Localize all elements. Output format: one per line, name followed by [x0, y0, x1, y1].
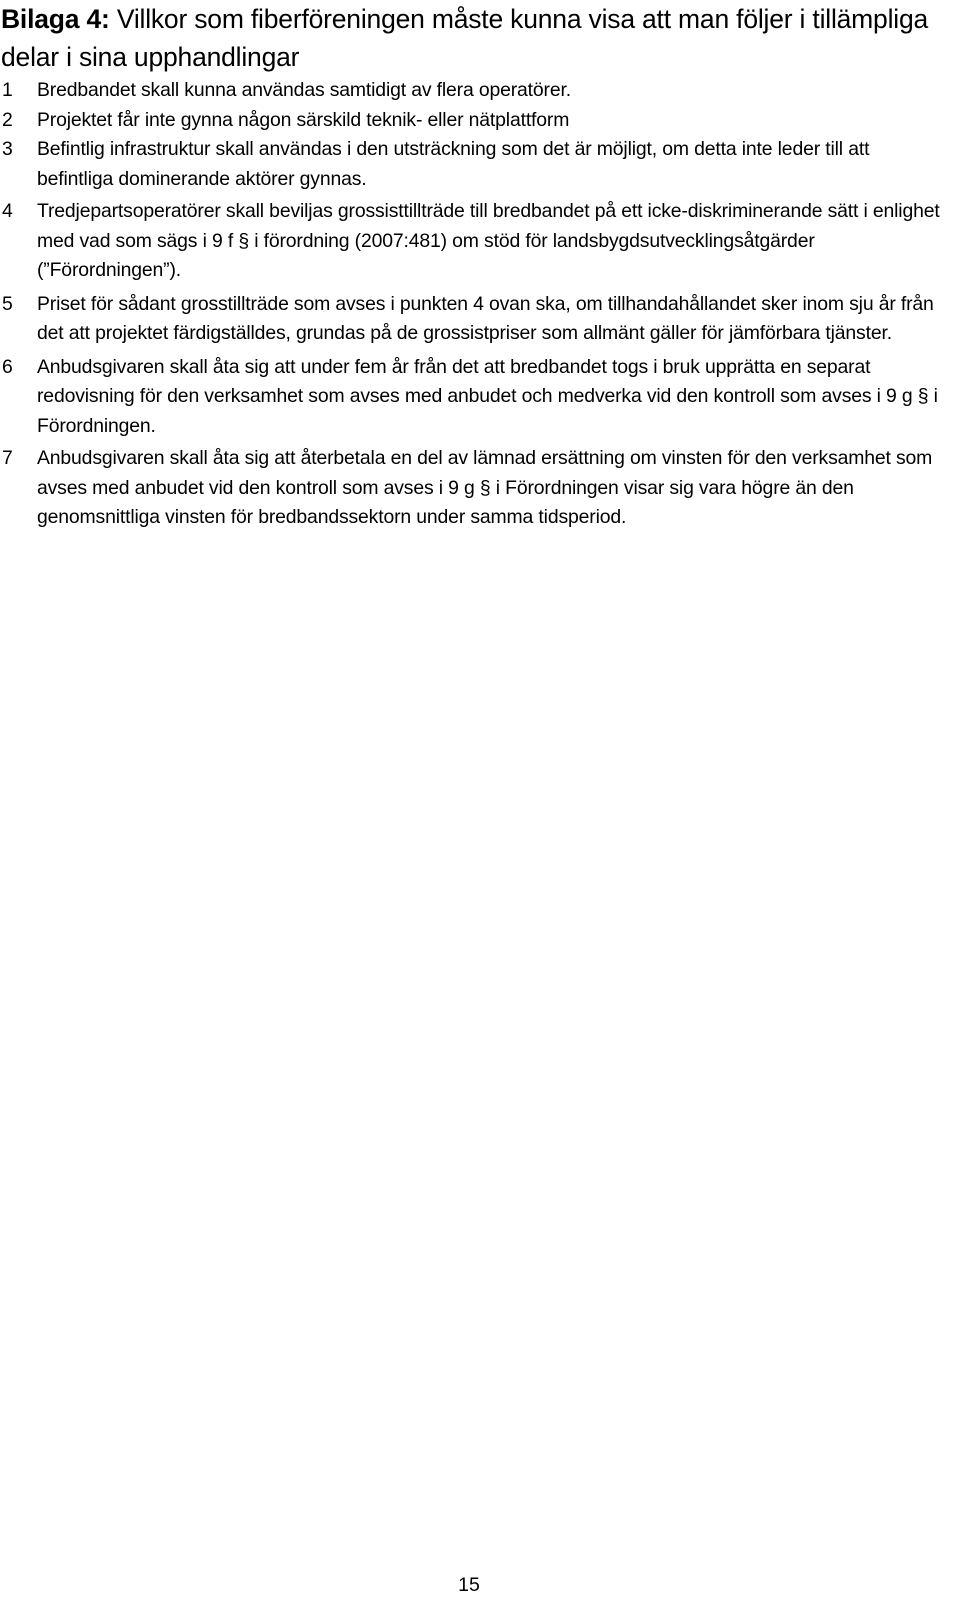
list-item-number: 1 [2, 79, 13, 101]
list-item-number: 3 [2, 138, 13, 160]
appendix-title: Villkor som fiberföreningen måste kunna visa att man följer i tillämpliga delar i sina upphandlingar [1, 4, 929, 72]
list-item-number: 7 [2, 447, 13, 469]
list-item-1 [0, 76, 958, 106]
list-item-6 [0, 353, 958, 442]
conditions-list [0, 76, 958, 533]
list-item-number: 2 [2, 108, 13, 131]
list-item-4 [0, 197, 958, 286]
list-item-text: Bredbandet skall kunna användas samtidigt av flera operatörer. [37, 79, 571, 101]
list-item-2 [0, 106, 958, 136]
appendix-label: Bilaga 4: [1, 4, 110, 34]
list-item-text: Befintlig infrastruktur skall användas i den utsträckning som det är möjligt, om detta inte leder till att befintliga dominerande aktörer gynnas. [37, 138, 870, 190]
list-item-number: 6 [2, 355, 13, 378]
list-item-text: Projektet får inte gynna någon särskild teknik- eller nätplattform [37, 108, 570, 131]
list-item-text: Tredjepartsoperatörer skall beviljas grossisttillträde till bredbandet på ett icke-diskriminerande sätt i enlighet med vad som sägs i 9 f § i förordning (2007:481) om stöd för landsbygdsutvecklingsåtgärder (”Förordningen”). [37, 200, 940, 281]
list-item-number: 4 [2, 200, 13, 222]
list-item-text: Anbudsgivaren skall åta sig att under fem år från det att bredbandet togs i bruk upprätta en separat redovisning för den verksamhet som avses med anbudet och medverka vid den kontroll som avses i 9 g § i Förordningen. [37, 355, 938, 437]
list-item-5 [0, 290, 958, 349]
list-item-3 [0, 135, 958, 194]
page-title [1, 0, 956, 76]
list-item-number: 5 [2, 292, 13, 315]
page-number: 15 [458, 1574, 480, 1596]
list-item-text: Priset för sådant grosstillträde som avses i punkten 4 ovan ska, om tillhandahållandet sker inom sju år från det att projektet färdigställdes, grundas på de grossistpriser som allmänt gäller för jämförbara tjänster. [37, 292, 934, 344]
list-item-text: Anbudsgivaren skall åta sig att återbetala en del av lämnad ersättning om vinsten för den verksamhet som avses med anbudet vid den kontroll som avses i 9 g § i Förordningen visar sig vara högre än den genomsnittliga vinsten för bredbandssektorn under samma tidsperiod. [37, 447, 933, 528]
list-item-7 [0, 444, 958, 533]
